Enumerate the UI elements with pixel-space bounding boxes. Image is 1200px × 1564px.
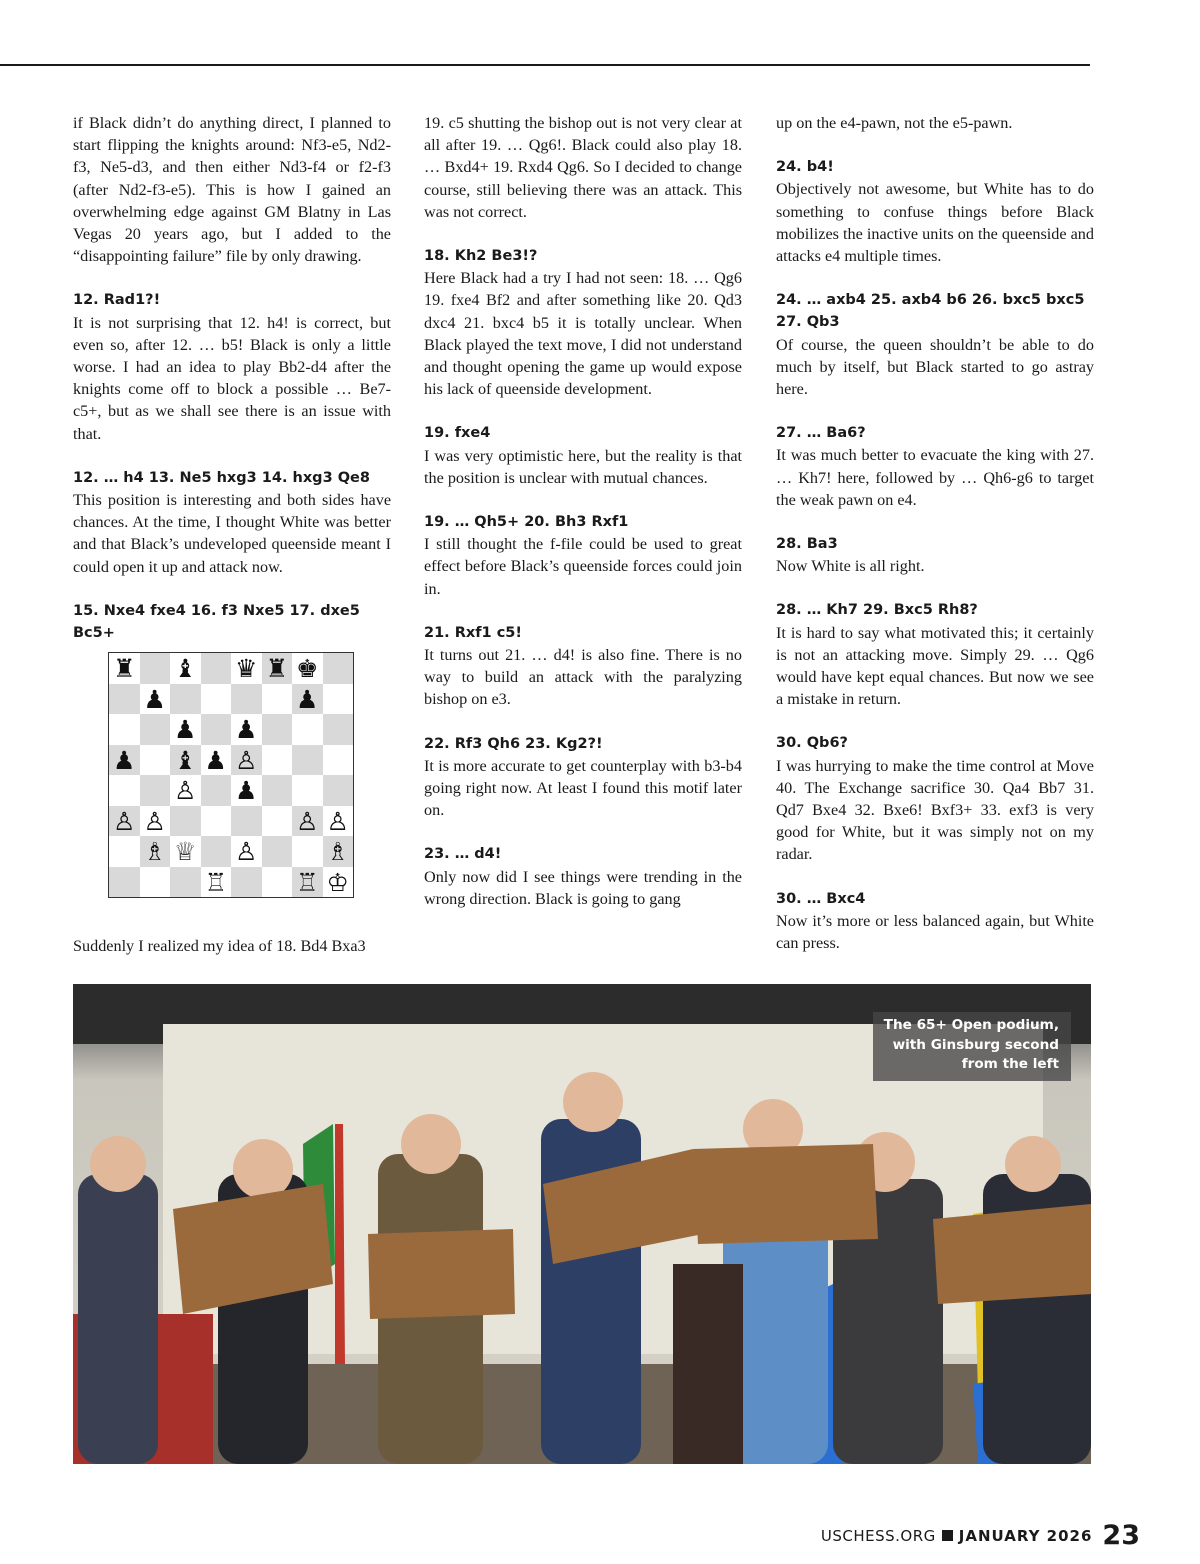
board-square: [201, 653, 232, 684]
board-square: [201, 684, 232, 715]
board-square: [262, 836, 293, 867]
board-square: [231, 684, 262, 715]
board-square: ♟: [231, 714, 262, 745]
body-text: up on the e4-pawn, not the e5-pawn.: [776, 114, 1013, 132]
body-text: It is not surprising that 12. h4! is correct, but even so, after 12. … b5! Black is only a little worse. I had an idea to play Bb2-d4 after the knights come off to block a possible … Be7-c5+, but as we shall see there is an issue with that.: [73, 313, 391, 443]
paragraph: [73, 112, 391, 267]
annotation-block: [424, 843, 742, 910]
move-heading: 19. fxe4: [424, 425, 491, 442]
annotation-block: [73, 289, 391, 444]
annotation-block: [424, 422, 742, 489]
move-heading: 23. … d4!: [424, 846, 502, 863]
column-2: [424, 112, 742, 932]
body-text: I was very optimistic here, but the reality is that the position is unclear with mutual chances.: [424, 446, 742, 487]
board-square: [201, 806, 232, 837]
move-heading: 18. Kh2 Be3!?: [424, 248, 538, 265]
board-square: ♟: [170, 714, 201, 745]
board-square: ♙: [323, 806, 354, 837]
board-square: [231, 806, 262, 837]
body-text: Only now did I see things were trending in the wrong direction. Black is going to gang: [424, 867, 742, 908]
podium-photo: [73, 984, 1091, 1464]
board-square: ♜: [262, 653, 293, 684]
board-square: [140, 867, 171, 898]
board-square: ♙: [170, 775, 201, 806]
board-square: [323, 684, 354, 715]
move-heading: 28. Ba3: [776, 536, 838, 553]
annotation-block: [776, 156, 1094, 267]
body-text: I still thought the f-file could be used to great effect before Black’s queenside forces could join in.: [424, 535, 742, 598]
page-number: 23: [1102, 1520, 1140, 1551]
board-square: [140, 653, 171, 684]
move-heading: 22. Rf3 Qh6 23. Kg2?!: [424, 735, 603, 752]
board-square: [109, 775, 140, 806]
column-1: [73, 112, 391, 898]
board-square: ♙: [231, 836, 262, 867]
annotation-block: [776, 888, 1094, 955]
board-square: [170, 684, 201, 715]
body-text: I was hurrying to make the time control at Move 40. The Exchange sacrifice 30. Qa4 Bb7 31. Qd7 Bxe4 32. Bxe6! Bxf3+ 33. exf3 is very good for White, but it was simply not on my radar.: [776, 756, 1094, 864]
board-square: ♗: [140, 836, 171, 867]
body-text: Now it’s more or less balanced again, but White can press.: [776, 911, 1094, 953]
move-heading: 28. … Kh7 29. Bxc5 Rh8?: [776, 602, 978, 619]
move-heading: 19. … Qh5+ 20. Bh3 Rxf1: [424, 514, 629, 531]
body-text: Here Black had a try I had not seen: 18. … Qg6 19. fxe4 Bf2 and after something like 20. Qd3 dxc4 21. bxc4 b5 it is totally unclear. When Black played the text move, I did not understand and thought opening the game up would expose his lack of queenside development.: [424, 269, 742, 399]
board-square: ♚: [292, 653, 323, 684]
annotation-block: [776, 422, 1094, 511]
top-rule: [0, 64, 1090, 66]
board-square: [323, 653, 354, 684]
board-square: [140, 714, 171, 745]
body-text: It was much better to evacuate the king with 27. … Kh7! here, followed by … Qh6-g6 to target the weak pawn on e4.: [776, 446, 1094, 509]
board-square: [292, 714, 323, 745]
chess-diagram: [108, 652, 354, 898]
board-square: [201, 836, 232, 867]
move-heading: 27. … Ba6?: [776, 425, 866, 442]
board-square: [262, 745, 293, 776]
board-square: [323, 775, 354, 806]
board-square: [323, 714, 354, 745]
board-square: [262, 684, 293, 715]
board-square: [292, 836, 323, 867]
board-square: [262, 714, 293, 745]
body-text: It is hard to say what motivated this; it certainly is not an attacking move. Simply 29. … Qg6 would have kept equal chances. But now we see a mistake in return.: [776, 623, 1094, 709]
board-square: ♔: [323, 867, 354, 898]
board-square: ♙: [140, 806, 171, 837]
body-text: Now White is all right.: [776, 557, 925, 576]
board-square: [140, 775, 171, 806]
annotation-block: [424, 622, 742, 711]
board-square: [262, 806, 293, 837]
move-heading: 12. Rad1?!: [73, 292, 161, 309]
board-square: ♙: [109, 806, 140, 837]
board-square: ♙: [231, 745, 262, 776]
annotation-block: [424, 245, 742, 400]
board-square: [109, 836, 140, 867]
board-square: [323, 745, 354, 776]
board-square: ♖: [292, 867, 323, 898]
photo-caption: The 65+ Open podium, with Ginsburg second from the left: [873, 1012, 1071, 1081]
footer-month: JANUARY 2026: [958, 1526, 1093, 1545]
body-text: if Black didn’t do anything direct, I planned to start flipping the knights around: Nf3-e5, Nd2-f3, Ne5-d3, and then either Nd3-f4 or f2-f3 (after Nd2-f3-e5). This is how I gained an overwhelming edge against GM Blatny in Las Vegas 20 years ago, but I added to the “disappointing failure” file by only drawing.: [73, 114, 391, 266]
annotation-block: [73, 600, 391, 644]
body-text: It turns out 21. … d4! is also fine. There is no way to build an attack with the paralyzing bishop on e3.: [424, 646, 742, 709]
annotation-block: [73, 467, 391, 578]
board-square: ♟: [292, 684, 323, 715]
body-text: Suddenly I realized my idea of 18. Bd4 Bxa3: [73, 937, 366, 955]
board-square: ♙: [292, 806, 323, 837]
body-text: 19. c5 shutting the bishop out is not very clear at all after 19. … Qg6!. Black could also play 18. … Bxd4+ 19. Rxd4 Qg6. So I decided to change course, still believing there was an attack. This was not correct.: [424, 114, 742, 221]
paragraph: [776, 112, 1094, 134]
board-square: ♝: [170, 653, 201, 684]
footer-site: USCHESS.ORG: [820, 1526, 936, 1545]
board-square: [109, 867, 140, 898]
board-square: [231, 867, 262, 898]
board-square: [140, 745, 171, 776]
board-square: ♜: [109, 653, 140, 684]
annotation-block: [424, 511, 742, 600]
move-heading: 24. b4!: [776, 159, 834, 176]
move-heading: 30. Qb6?: [776, 735, 848, 752]
board-square: ♕: [170, 836, 201, 867]
body-text: This position is interesting and both sides have chances. At the time, I thought White was better and that Black’s undeveloped queenside meant I could open it up and attack now.: [73, 491, 391, 576]
move-heading: 24. … axb4 25. axb4 b6 26. bxc5 bxc5 27. Qb3: [776, 292, 1085, 331]
board-square: [292, 775, 323, 806]
board-square: [201, 775, 232, 806]
body-text: Objectively not awesome, but White has to do something to confuse things before Black mobilizes the inactive units on the queenside and attacks e4 multiple times.: [776, 180, 1094, 266]
board-square: ♗: [323, 836, 354, 867]
board-square: [262, 775, 293, 806]
board-square: ♟: [140, 684, 171, 715]
body-text: It is more accurate to get counterplay with b3-b4 going right now. At least I found this motif later on.: [424, 756, 742, 820]
board-square: [109, 714, 140, 745]
board-square: [170, 806, 201, 837]
column-3: [776, 112, 1094, 976]
page-footer: [821, 1520, 1140, 1551]
annotation-block: [776, 533, 1094, 577]
body-text: Of course, the queen shouldn’t be able to do much by itself, but Black started to go astray here.: [776, 335, 1094, 399]
move-heading: 30. … Bxc4: [776, 890, 866, 907]
board-square: ♛: [231, 653, 262, 684]
board-square: ♝: [170, 745, 201, 776]
move-heading: 12. … h4 13. Ne5 hxg3 14. hxg3 Qe8: [73, 469, 370, 486]
board-square: [262, 867, 293, 898]
board-square: [292, 745, 323, 776]
annotation-block: [776, 289, 1094, 400]
board-square: ♟: [109, 745, 140, 776]
board-square: [170, 867, 201, 898]
board-square: ♖: [201, 867, 232, 898]
annotation-block: [424, 733, 742, 822]
move-heading: 21. Rxf1 c5!: [424, 624, 522, 641]
board-square: ♟: [231, 775, 262, 806]
board-square: ♟: [201, 745, 232, 776]
square-icon: [942, 1530, 953, 1541]
board-square: [201, 714, 232, 745]
paragraph: [424, 112, 742, 223]
move-heading: 15. Nxe4 fxe4 16. f3 Nxe5 17. dxe5 Bc5+: [73, 602, 360, 642]
annotation-block: [776, 732, 1094, 865]
annotation-block: [776, 599, 1094, 710]
board-square: [109, 684, 140, 715]
